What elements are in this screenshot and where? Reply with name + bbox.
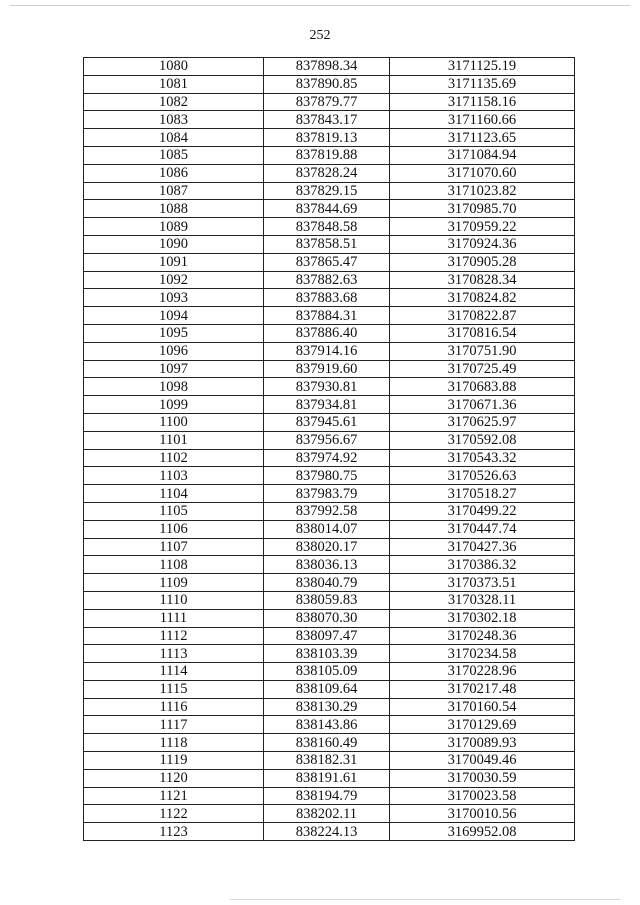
point-number-cell: 1097: [84, 360, 264, 378]
point-number-cell: 1085: [84, 146, 264, 164]
table-row: [84, 146, 575, 164]
x-coordinate-cell: 837890.85: [264, 75, 390, 93]
point-number-cell: 1116: [84, 698, 264, 716]
x-coordinate-cell: 837930.81: [264, 378, 390, 396]
point-number-cell: 1080: [84, 58, 264, 76]
x-coordinate-cell: 838020.17: [264, 538, 390, 556]
x-coordinate-cell: 837914.16: [264, 342, 390, 360]
point-number-cell: 1091: [84, 253, 264, 271]
table-row: [84, 342, 575, 360]
x-coordinate-cell: 837898.34: [264, 58, 390, 76]
y-coordinate-cell: 3171160.66: [390, 111, 575, 129]
point-number-cell: 1082: [84, 93, 264, 111]
point-number-cell: 1086: [84, 164, 264, 182]
point-number-cell: 1092: [84, 271, 264, 289]
x-coordinate-cell: 837956.67: [264, 431, 390, 449]
table-row: [84, 58, 575, 76]
point-number-cell: 1093: [84, 289, 264, 307]
y-coordinate-cell: 3170816.54: [390, 324, 575, 342]
table-row: [84, 378, 575, 396]
y-coordinate-cell: 3170010.56: [390, 805, 575, 823]
y-coordinate-cell: 3170129.69: [390, 716, 575, 734]
x-coordinate-cell: 838105.09: [264, 663, 390, 681]
x-coordinate-cell: 838097.47: [264, 627, 390, 645]
point-number-cell: 1094: [84, 307, 264, 325]
table-row: [84, 502, 575, 520]
x-coordinate-cell: 837919.60: [264, 360, 390, 378]
table-row: [84, 111, 575, 129]
x-coordinate-cell: 837882.63: [264, 271, 390, 289]
y-coordinate-cell: 3170386.32: [390, 556, 575, 574]
y-coordinate-cell: 3170228.96: [390, 663, 575, 681]
x-coordinate-cell: 837945.61: [264, 413, 390, 431]
y-coordinate-cell: 3169952.08: [390, 823, 575, 841]
point-number-cell: 1120: [84, 769, 264, 787]
y-coordinate-cell: 3170625.97: [390, 413, 575, 431]
x-coordinate-cell: 837829.15: [264, 182, 390, 200]
point-number-cell: 1112: [84, 627, 264, 645]
x-coordinate-cell: 838224.13: [264, 823, 390, 841]
table-row: [84, 574, 575, 592]
y-coordinate-cell: 3170526.63: [390, 467, 575, 485]
y-coordinate-cell: 3170160.54: [390, 698, 575, 716]
y-coordinate-cell: 3170824.82: [390, 289, 575, 307]
table-row: [84, 253, 575, 271]
table-row: [84, 360, 575, 378]
point-number-cell: 1088: [84, 200, 264, 218]
y-coordinate-cell: 3170671.36: [390, 396, 575, 414]
point-number-cell: 1101: [84, 431, 264, 449]
table-row: [84, 787, 575, 805]
x-coordinate-cell: 837819.13: [264, 129, 390, 147]
x-coordinate-cell: 837884.31: [264, 307, 390, 325]
table-row: [84, 698, 575, 716]
point-number-cell: 1096: [84, 342, 264, 360]
x-coordinate-cell: 837983.79: [264, 485, 390, 503]
table-row: [84, 663, 575, 681]
table-row: [84, 396, 575, 414]
y-coordinate-cell: 3170217.48: [390, 680, 575, 698]
point-number-cell: 1099: [84, 396, 264, 414]
x-coordinate-cell: 837848.58: [264, 218, 390, 236]
y-coordinate-cell: 3170924.36: [390, 235, 575, 253]
y-coordinate-cell: 3170518.27: [390, 485, 575, 503]
y-coordinate-cell: 3170683.88: [390, 378, 575, 396]
x-coordinate-cell: 838109.64: [264, 680, 390, 698]
table-row: [84, 627, 575, 645]
y-coordinate-cell: 3170828.34: [390, 271, 575, 289]
x-coordinate-cell: 837974.92: [264, 449, 390, 467]
table-row: [84, 200, 575, 218]
point-number-cell: 1098: [84, 378, 264, 396]
x-coordinate-cell: 838143.86: [264, 716, 390, 734]
x-coordinate-cell: 837879.77: [264, 93, 390, 111]
point-number-cell: 1118: [84, 734, 264, 752]
table-row: [84, 485, 575, 503]
table-row: [84, 752, 575, 770]
point-number-cell: 1089: [84, 218, 264, 236]
y-coordinate-cell: 3170030.59: [390, 769, 575, 787]
point-number-cell: 1084: [84, 129, 264, 147]
x-coordinate-cell: 837858.51: [264, 235, 390, 253]
y-coordinate-cell: 3170499.22: [390, 502, 575, 520]
x-coordinate-cell: 837865.47: [264, 253, 390, 271]
x-coordinate-cell: 838040.79: [264, 574, 390, 592]
table-row: [84, 716, 575, 734]
x-coordinate-cell: 837886.40: [264, 324, 390, 342]
x-coordinate-cell: 838182.31: [264, 752, 390, 770]
y-coordinate-cell: 3170725.49: [390, 360, 575, 378]
point-number-cell: 1115: [84, 680, 264, 698]
point-number-cell: 1102: [84, 449, 264, 467]
point-number-cell: 1104: [84, 485, 264, 503]
table-row: [84, 520, 575, 538]
table-row: [84, 289, 575, 307]
table-row: [84, 805, 575, 823]
table-row: [84, 645, 575, 663]
y-coordinate-cell: 3170089.93: [390, 734, 575, 752]
table-row: [84, 591, 575, 609]
table-row: [84, 182, 575, 200]
point-number-cell: 1090: [84, 235, 264, 253]
x-coordinate-cell: 837819.88: [264, 146, 390, 164]
y-coordinate-cell: 3170427.36: [390, 538, 575, 556]
x-coordinate-cell: 837844.69: [264, 200, 390, 218]
table-row: [84, 93, 575, 111]
table-row: [84, 449, 575, 467]
x-coordinate-cell: 838202.11: [264, 805, 390, 823]
y-coordinate-cell: 3170373.51: [390, 574, 575, 592]
table-row: [84, 556, 575, 574]
point-number-cell: 1095: [84, 324, 264, 342]
table-row: [84, 431, 575, 449]
y-coordinate-cell: 3171158.16: [390, 93, 575, 111]
table-row: [84, 680, 575, 698]
bottom-rule: [230, 899, 620, 900]
table-row: [84, 75, 575, 93]
x-coordinate-cell: 837980.75: [264, 467, 390, 485]
y-coordinate-cell: 3170592.08: [390, 431, 575, 449]
y-coordinate-cell: 3171125.19: [390, 58, 575, 76]
table-row: [84, 467, 575, 485]
point-number-cell: 1087: [84, 182, 264, 200]
y-coordinate-cell: 3171023.82: [390, 182, 575, 200]
page-number: 252: [309, 28, 331, 43]
table-row: [84, 235, 575, 253]
table-row: [84, 769, 575, 787]
coordinates-table-body: [84, 58, 575, 841]
y-coordinate-cell: 3170023.58: [390, 787, 575, 805]
y-coordinate-cell: 3171070.60: [390, 164, 575, 182]
point-number-cell: 1110: [84, 591, 264, 609]
x-coordinate-cell: 838070.30: [264, 609, 390, 627]
x-coordinate-cell: 838059.83: [264, 591, 390, 609]
y-coordinate-cell: 3170234.58: [390, 645, 575, 663]
table-row: [84, 823, 575, 841]
table-row: [84, 271, 575, 289]
x-coordinate-cell: 838036.13: [264, 556, 390, 574]
point-number-cell: 1121: [84, 787, 264, 805]
x-coordinate-cell: 838194.79: [264, 787, 390, 805]
y-coordinate-cell: 3170751.90: [390, 342, 575, 360]
point-number-cell: 1108: [84, 556, 264, 574]
y-coordinate-cell: 3171135.69: [390, 75, 575, 93]
point-number-cell: 1113: [84, 645, 264, 663]
table-row: [84, 218, 575, 236]
point-number-cell: 1109: [84, 574, 264, 592]
x-coordinate-cell: 838014.07: [264, 520, 390, 538]
y-coordinate-cell: 3170248.36: [390, 627, 575, 645]
table-row: [84, 609, 575, 627]
x-coordinate-cell: 837992.58: [264, 502, 390, 520]
y-coordinate-cell: 3170543.32: [390, 449, 575, 467]
point-number-cell: 1111: [84, 609, 264, 627]
table-row: [84, 307, 575, 325]
point-number-cell: 1122: [84, 805, 264, 823]
table-row: [84, 324, 575, 342]
top-rule: [10, 5, 630, 6]
y-coordinate-cell: 3170905.28: [390, 253, 575, 271]
x-coordinate-cell: 837883.68: [264, 289, 390, 307]
y-coordinate-cell: 3170985.70: [390, 200, 575, 218]
y-coordinate-cell: 3170447.74: [390, 520, 575, 538]
table-row: [84, 538, 575, 556]
y-coordinate-cell: 3170822.87: [390, 307, 575, 325]
y-coordinate-cell: 3170049.46: [390, 752, 575, 770]
point-number-cell: 1107: [84, 538, 264, 556]
table-row: [84, 413, 575, 431]
point-number-cell: 1119: [84, 752, 264, 770]
point-number-cell: 1105: [84, 502, 264, 520]
x-coordinate-cell: 838160.49: [264, 734, 390, 752]
y-coordinate-cell: 3170328.11: [390, 591, 575, 609]
x-coordinate-cell: 838191.61: [264, 769, 390, 787]
x-coordinate-cell: 837843.17: [264, 111, 390, 129]
point-number-cell: 1100: [84, 413, 264, 431]
x-coordinate-cell: 838130.29: [264, 698, 390, 716]
x-coordinate-cell: 837828.24: [264, 164, 390, 182]
y-coordinate-cell: 3171123.65: [390, 129, 575, 147]
point-number-cell: 1117: [84, 716, 264, 734]
table-row: [84, 129, 575, 147]
y-coordinate-cell: 3170302.18: [390, 609, 575, 627]
x-coordinate-cell: 838103.39: [264, 645, 390, 663]
point-number-cell: 1106: [84, 520, 264, 538]
point-number-cell: 1081: [84, 75, 264, 93]
x-coordinate-cell: 837934.81: [264, 396, 390, 414]
table-row: [84, 734, 575, 752]
y-coordinate-cell: 3170959.22: [390, 218, 575, 236]
point-number-cell: 1114: [84, 663, 264, 681]
point-number-cell: 1083: [84, 111, 264, 129]
coordinates-table: [83, 57, 575, 841]
point-number-cell: 1123: [84, 823, 264, 841]
y-coordinate-cell: 3171084.94: [390, 146, 575, 164]
point-number-cell: 1103: [84, 467, 264, 485]
table-row: [84, 164, 575, 182]
